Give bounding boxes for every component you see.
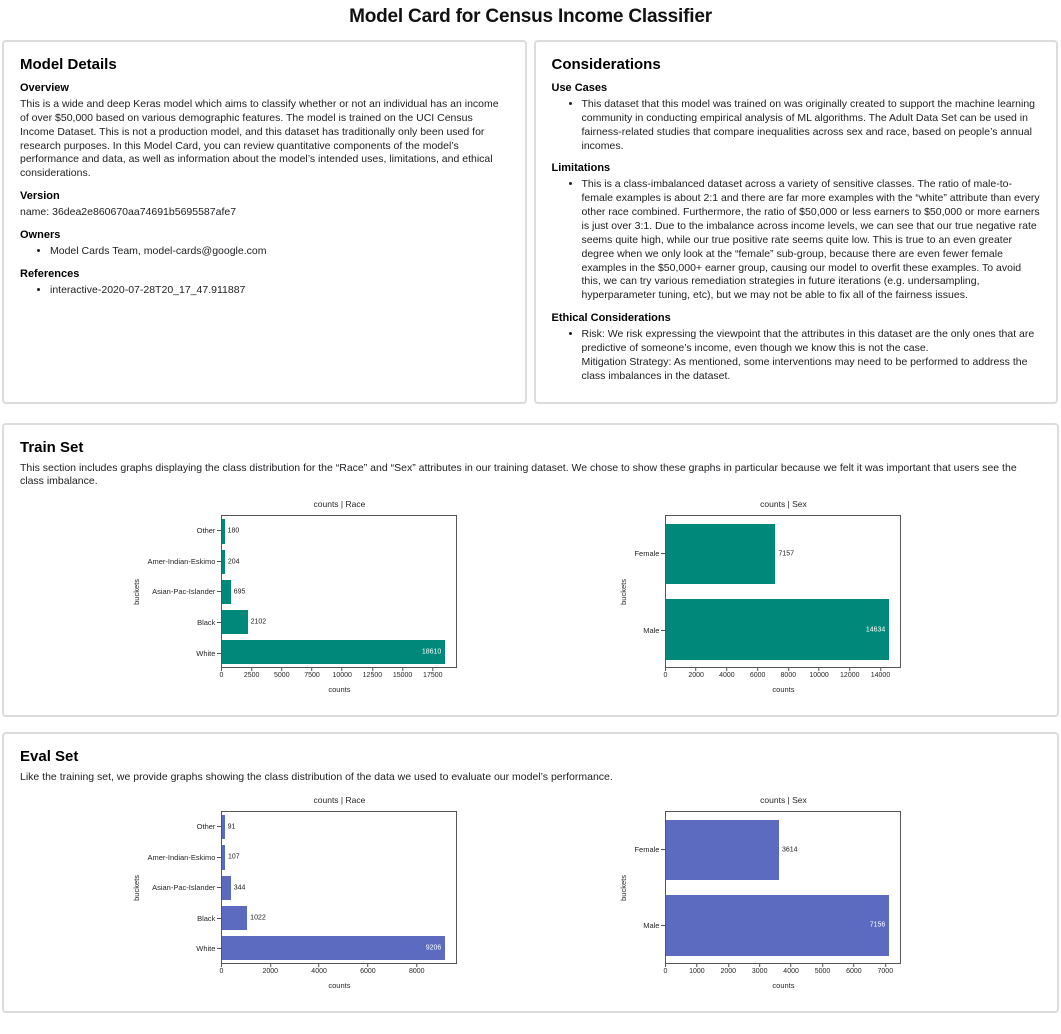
x-tick-mark	[319, 964, 320, 967]
x-tick-mark	[880, 668, 881, 671]
overview-text: This is a wide and deep Keras model which aims to classify whether or not an individual has an income of over $50,000 based on various demographic features. The model is trained on the UCI Census Income Dataset. This is not a production model, and this dataset has traditionally only been used for research purposes. In this Model Card, you can review quantitative components of the model’s performance and data, as well as information about the model’s intended uses, limitations, and ethical considerations.	[20, 98, 499, 180]
bar-value-label: 1022	[250, 914, 266, 922]
x-tick	[219, 964, 223, 975]
eval-charts-row	[20, 785, 1041, 995]
version-heading: Version	[20, 190, 60, 203]
x-tick-label: 7500	[304, 672, 320, 680]
x-tick	[304, 668, 320, 679]
x-tick-label: 2000	[688, 672, 704, 680]
bar-value-label: 9206	[425, 944, 442, 952]
chart-title: counts | Race	[313, 499, 366, 510]
x-tick-mark	[788, 668, 789, 671]
bar-slot	[222, 873, 456, 903]
x-tick-mark	[402, 668, 403, 671]
x-tick	[688, 668, 704, 679]
x-tick	[781, 668, 797, 679]
x-tick	[878, 964, 894, 975]
bar	[222, 580, 230, 604]
bar	[666, 820, 779, 880]
y-tick-label: Black	[144, 903, 222, 934]
x-tick-mark	[819, 668, 820, 671]
x-tick-label: 4000	[783, 968, 799, 976]
y-tick-label: Amer-Indian-Eskimo	[144, 842, 222, 873]
bar	[666, 524, 775, 584]
x-tick	[311, 964, 327, 975]
bar-value-label: 18610	[421, 648, 442, 656]
ethical-risk-line: • Risk: We risk expressing the viewpoint that the attributes in this dataset are the only ones that are predictive of someone’s income, even though we know this is not the case.	[581, 328, 1035, 355]
x-tick-labels	[221, 964, 457, 981]
owners-list	[50, 245, 509, 259]
chart-title: counts | Sex	[760, 795, 807, 806]
bar-slot	[222, 812, 456, 842]
y-tick-label: White	[144, 638, 222, 669]
bar-value-label: 180	[227, 527, 240, 535]
bar	[222, 845, 225, 869]
bar-slot	[222, 516, 456, 546]
x-tick-mark	[696, 964, 697, 967]
considerations-title: Considerations	[551, 56, 661, 73]
x-tick-label: 12000	[840, 672, 860, 680]
bar-slot	[666, 592, 900, 668]
eval-set-title: Eval Set	[20, 748, 79, 766]
x-tick-labels	[665, 668, 901, 685]
bar-value-label: 344	[233, 884, 246, 892]
x-tick	[720, 964, 736, 975]
y-tick-label: White	[144, 934, 222, 965]
bar-value-label: 7157	[778, 550, 795, 558]
x-tick	[752, 964, 768, 975]
x-tick	[274, 668, 290, 679]
y-axis-label: buckets	[132, 578, 141, 605]
bar	[222, 906, 247, 930]
x-tick-label: 2500	[243, 672, 260, 680]
x-axis-label: counts	[772, 685, 795, 695]
ethical-mitigation-line: Mitigation Strategy: As mentioned, some interventions may need to be performed to address the class imbalances in the dataset.	[581, 355, 1028, 382]
limitations-list	[582, 178, 1041, 303]
x-axis-label: counts	[328, 685, 351, 695]
x-tick-labels	[665, 964, 901, 981]
bar	[666, 599, 889, 659]
plot-area	[221, 515, 457, 668]
bar-value-label: 3614	[782, 846, 798, 854]
x-tick-label: 6000	[360, 968, 376, 976]
x-tick-label: 6000	[846, 968, 862, 976]
y-tick-labels	[144, 515, 222, 668]
bar	[222, 936, 445, 960]
bar-value-label: 695	[233, 588, 246, 596]
y-axis-label: buckets	[132, 874, 141, 901]
x-tick-label: 0	[663, 672, 668, 680]
bar	[222, 610, 247, 634]
use-cases-heading: Use Cases	[551, 82, 608, 94]
y-tick-label: Asian-Pac-Islander	[144, 872, 222, 903]
train-sex-chart	[616, 499, 901, 697]
eval-sex-chart	[616, 795, 901, 993]
x-tick-label: 5000	[814, 968, 831, 976]
x-tick-label: 4000	[719, 672, 735, 680]
version-value: name: 36dea2e860670aa74691b5695587afe7	[20, 206, 237, 219]
y-tick-labels	[630, 811, 665, 964]
bar-value-label: 91	[227, 823, 236, 831]
x-tick-mark	[728, 964, 729, 967]
x-tick	[393, 668, 412, 679]
y-tick-label: Male	[630, 888, 665, 965]
x-tick-label: 10000	[332, 672, 352, 680]
x-tick	[363, 668, 382, 679]
bar-slot	[222, 842, 456, 872]
bar-value-label: 107	[228, 853, 240, 861]
x-tick-label: 5000	[274, 672, 290, 680]
x-tick-label: 4000	[311, 968, 327, 976]
x-tick-mark	[665, 964, 666, 967]
ethical-list	[582, 328, 1041, 383]
y-tick-label: Asian-Pac-Islander	[144, 577, 222, 608]
x-tick-mark	[849, 668, 850, 671]
model-details-card	[2, 40, 527, 404]
x-tick	[219, 668, 223, 679]
x-tick-label: 10000	[809, 672, 829, 680]
top-cards-row	[2, 40, 1059, 404]
x-tick	[332, 668, 351, 679]
limitation-item: • This is a class-imbalanced dataset across a variety of sensitive classes. The ratio of male-to-female examples is about 2:1 and there are far more examples with the “white” attribute than every other race combined. Furthermore, the ratio of $50,000 or less earners to $50,000 or more earners is just over 3:1. Due to the imbalance across income levels, we can see that our true negative rate seems quite high, while our true positive rate seems quite low. This is true to an even greater degree when we only look at the “female” sub-group, because there are even fewer female examples in the $50,000+ earner group, causing our model to overfit these examples. To avoid this, we can try various remediation strategies in future iterations (e.g. undersampling, hyperparameter tuning, etc), but we may not be able to fix all of the fairness issues.	[582, 178, 1041, 303]
x-tick	[871, 668, 890, 679]
overview-heading: Overview	[20, 82, 69, 94]
bar	[222, 519, 224, 543]
x-tick	[840, 668, 859, 679]
x-tick-label: 14000	[870, 672, 891, 680]
x-tick	[664, 668, 668, 679]
bar-slot	[222, 903, 456, 933]
bar-slot	[666, 516, 900, 592]
x-tick	[664, 964, 668, 975]
ethical-item	[582, 328, 1041, 383]
x-tick-mark	[221, 668, 222, 671]
y-axis-label: buckets	[618, 578, 628, 605]
train-race-chart	[130, 499, 458, 697]
x-axis-label: counts	[328, 981, 351, 991]
x-tick-label: 0	[663, 968, 668, 976]
chart-title: counts | Sex	[760, 499, 807, 510]
plot-area	[221, 811, 457, 964]
use-case-item: • This dataset that this model was trained on was originally created to support the machine learning community in conducting empirical analysis of ML algorithms. The Adult Data Set can be used in fairness-related studies that compare inequalities across sex and race, based on people’s annual incomes.	[582, 98, 1041, 153]
x-tick-mark	[853, 964, 854, 967]
train-set-title: Train Set	[20, 438, 84, 456]
use-cases-list	[582, 98, 1041, 153]
y-tick-label: Male	[630, 592, 665, 669]
x-tick-label: 17500	[423, 672, 443, 680]
model-details-title: Model Details	[20, 56, 117, 73]
x-tick	[409, 964, 425, 975]
bar-value-label: 204	[227, 558, 240, 566]
bar-value-label: 14634	[865, 626, 886, 634]
x-tick-label: 6000	[749, 672, 766, 680]
x-tick-mark	[251, 668, 252, 671]
x-tick-mark	[885, 964, 886, 967]
x-tick-mark	[665, 668, 666, 671]
y-tick-label: Amer-Indian-Eskimo	[144, 546, 222, 577]
bar	[222, 815, 224, 839]
x-tick	[750, 668, 766, 679]
x-tick-mark	[791, 964, 792, 967]
y-tick-label: Other	[144, 515, 222, 546]
y-tick-label: Other	[144, 811, 222, 842]
plot-area	[665, 811, 901, 964]
train-set-description: This section includes graphs displaying the class distribution for the “Race” and “Sex” attributes in our training dataset. We chose to show these graphs in particular because we felt it was important that users see the class imbalance.	[20, 461, 1017, 488]
x-tick	[719, 668, 735, 679]
eval-race-chart	[130, 795, 458, 993]
y-tick-labels	[630, 515, 665, 668]
owners-heading: Owners	[20, 229, 61, 242]
bar-value-label: 2102	[250, 618, 267, 626]
x-axis-label: counts	[772, 981, 795, 991]
bar-slot	[222, 607, 456, 637]
bar-slot	[666, 812, 900, 888]
x-tick-label: 2000	[720, 968, 737, 976]
x-tick-mark	[312, 668, 313, 671]
x-tick-labels	[221, 668, 457, 685]
x-tick-mark	[270, 964, 271, 967]
page-title: Model Card for Census Income Classifier	[349, 6, 712, 27]
x-tick-label: 8000	[408, 968, 425, 976]
references-list	[50, 284, 509, 298]
x-tick	[423, 668, 442, 679]
bar-slot	[222, 933, 456, 963]
x-tick	[815, 964, 831, 975]
bar	[222, 550, 224, 574]
ethical-heading: Ethical Considerations	[551, 312, 671, 325]
plot-area	[665, 515, 901, 668]
chart-title: counts | Race	[313, 795, 366, 806]
x-tick-label: 2000	[262, 968, 279, 976]
x-tick-mark	[726, 668, 727, 671]
limitations-heading: Limitations	[551, 162, 611, 175]
x-tick-mark	[372, 668, 373, 671]
considerations-card	[534, 40, 1059, 404]
y-tick-label: Black	[144, 607, 222, 638]
y-tick-labels	[144, 811, 222, 964]
x-tick-label: 3000	[751, 968, 768, 976]
x-tick-label: 7000	[877, 968, 894, 976]
bar-slot	[222, 637, 456, 667]
x-tick-mark	[759, 964, 760, 967]
x-tick	[809, 668, 828, 679]
x-tick	[360, 964, 376, 975]
x-tick-mark	[281, 668, 282, 671]
bar	[222, 876, 230, 900]
bar-value-label: 7156	[869, 921, 886, 929]
x-tick	[846, 964, 862, 975]
x-tick-label: 0	[219, 968, 224, 976]
x-tick-label: 8000	[780, 672, 797, 680]
bar	[666, 895, 889, 955]
reference-item: • interactive-2020-07-28T20_17_47.911887	[50, 284, 509, 298]
x-tick	[689, 964, 705, 975]
bar-slot	[666, 888, 900, 964]
x-tick-mark	[696, 668, 697, 671]
owner-item: • Model Cards Team, model-cards@google.com	[50, 245, 509, 259]
x-tick-label: 12500	[362, 672, 383, 680]
x-tick-mark	[432, 668, 433, 671]
bar	[222, 640, 445, 664]
x-tick-mark	[416, 964, 417, 967]
x-tick	[262, 964, 278, 975]
x-tick-label: 15000	[392, 672, 413, 680]
references-heading: References	[20, 267, 80, 280]
x-tick-mark	[757, 668, 758, 671]
train-set-card	[2, 423, 1059, 718]
y-tick-label: Female	[630, 811, 665, 888]
eval-set-card	[2, 732, 1059, 1013]
x-tick	[244, 668, 260, 679]
x-tick-mark	[221, 964, 222, 967]
x-tick-label: 0	[219, 672, 224, 680]
eval-set-description: Like the training set, we provide graphs showing the class distribution of the data we used to evaluate our model’s performance.	[20, 771, 613, 784]
bar-slot	[222, 577, 456, 607]
x-tick-mark	[822, 964, 823, 967]
y-tick-label: Female	[630, 515, 665, 592]
y-axis-label: buckets	[618, 874, 628, 901]
x-tick	[783, 964, 799, 975]
bar-slot	[222, 547, 456, 577]
x-tick-mark	[367, 964, 368, 967]
x-tick-mark	[342, 668, 343, 671]
train-charts-row	[20, 489, 1041, 699]
x-tick-label: 1000	[689, 968, 705, 976]
